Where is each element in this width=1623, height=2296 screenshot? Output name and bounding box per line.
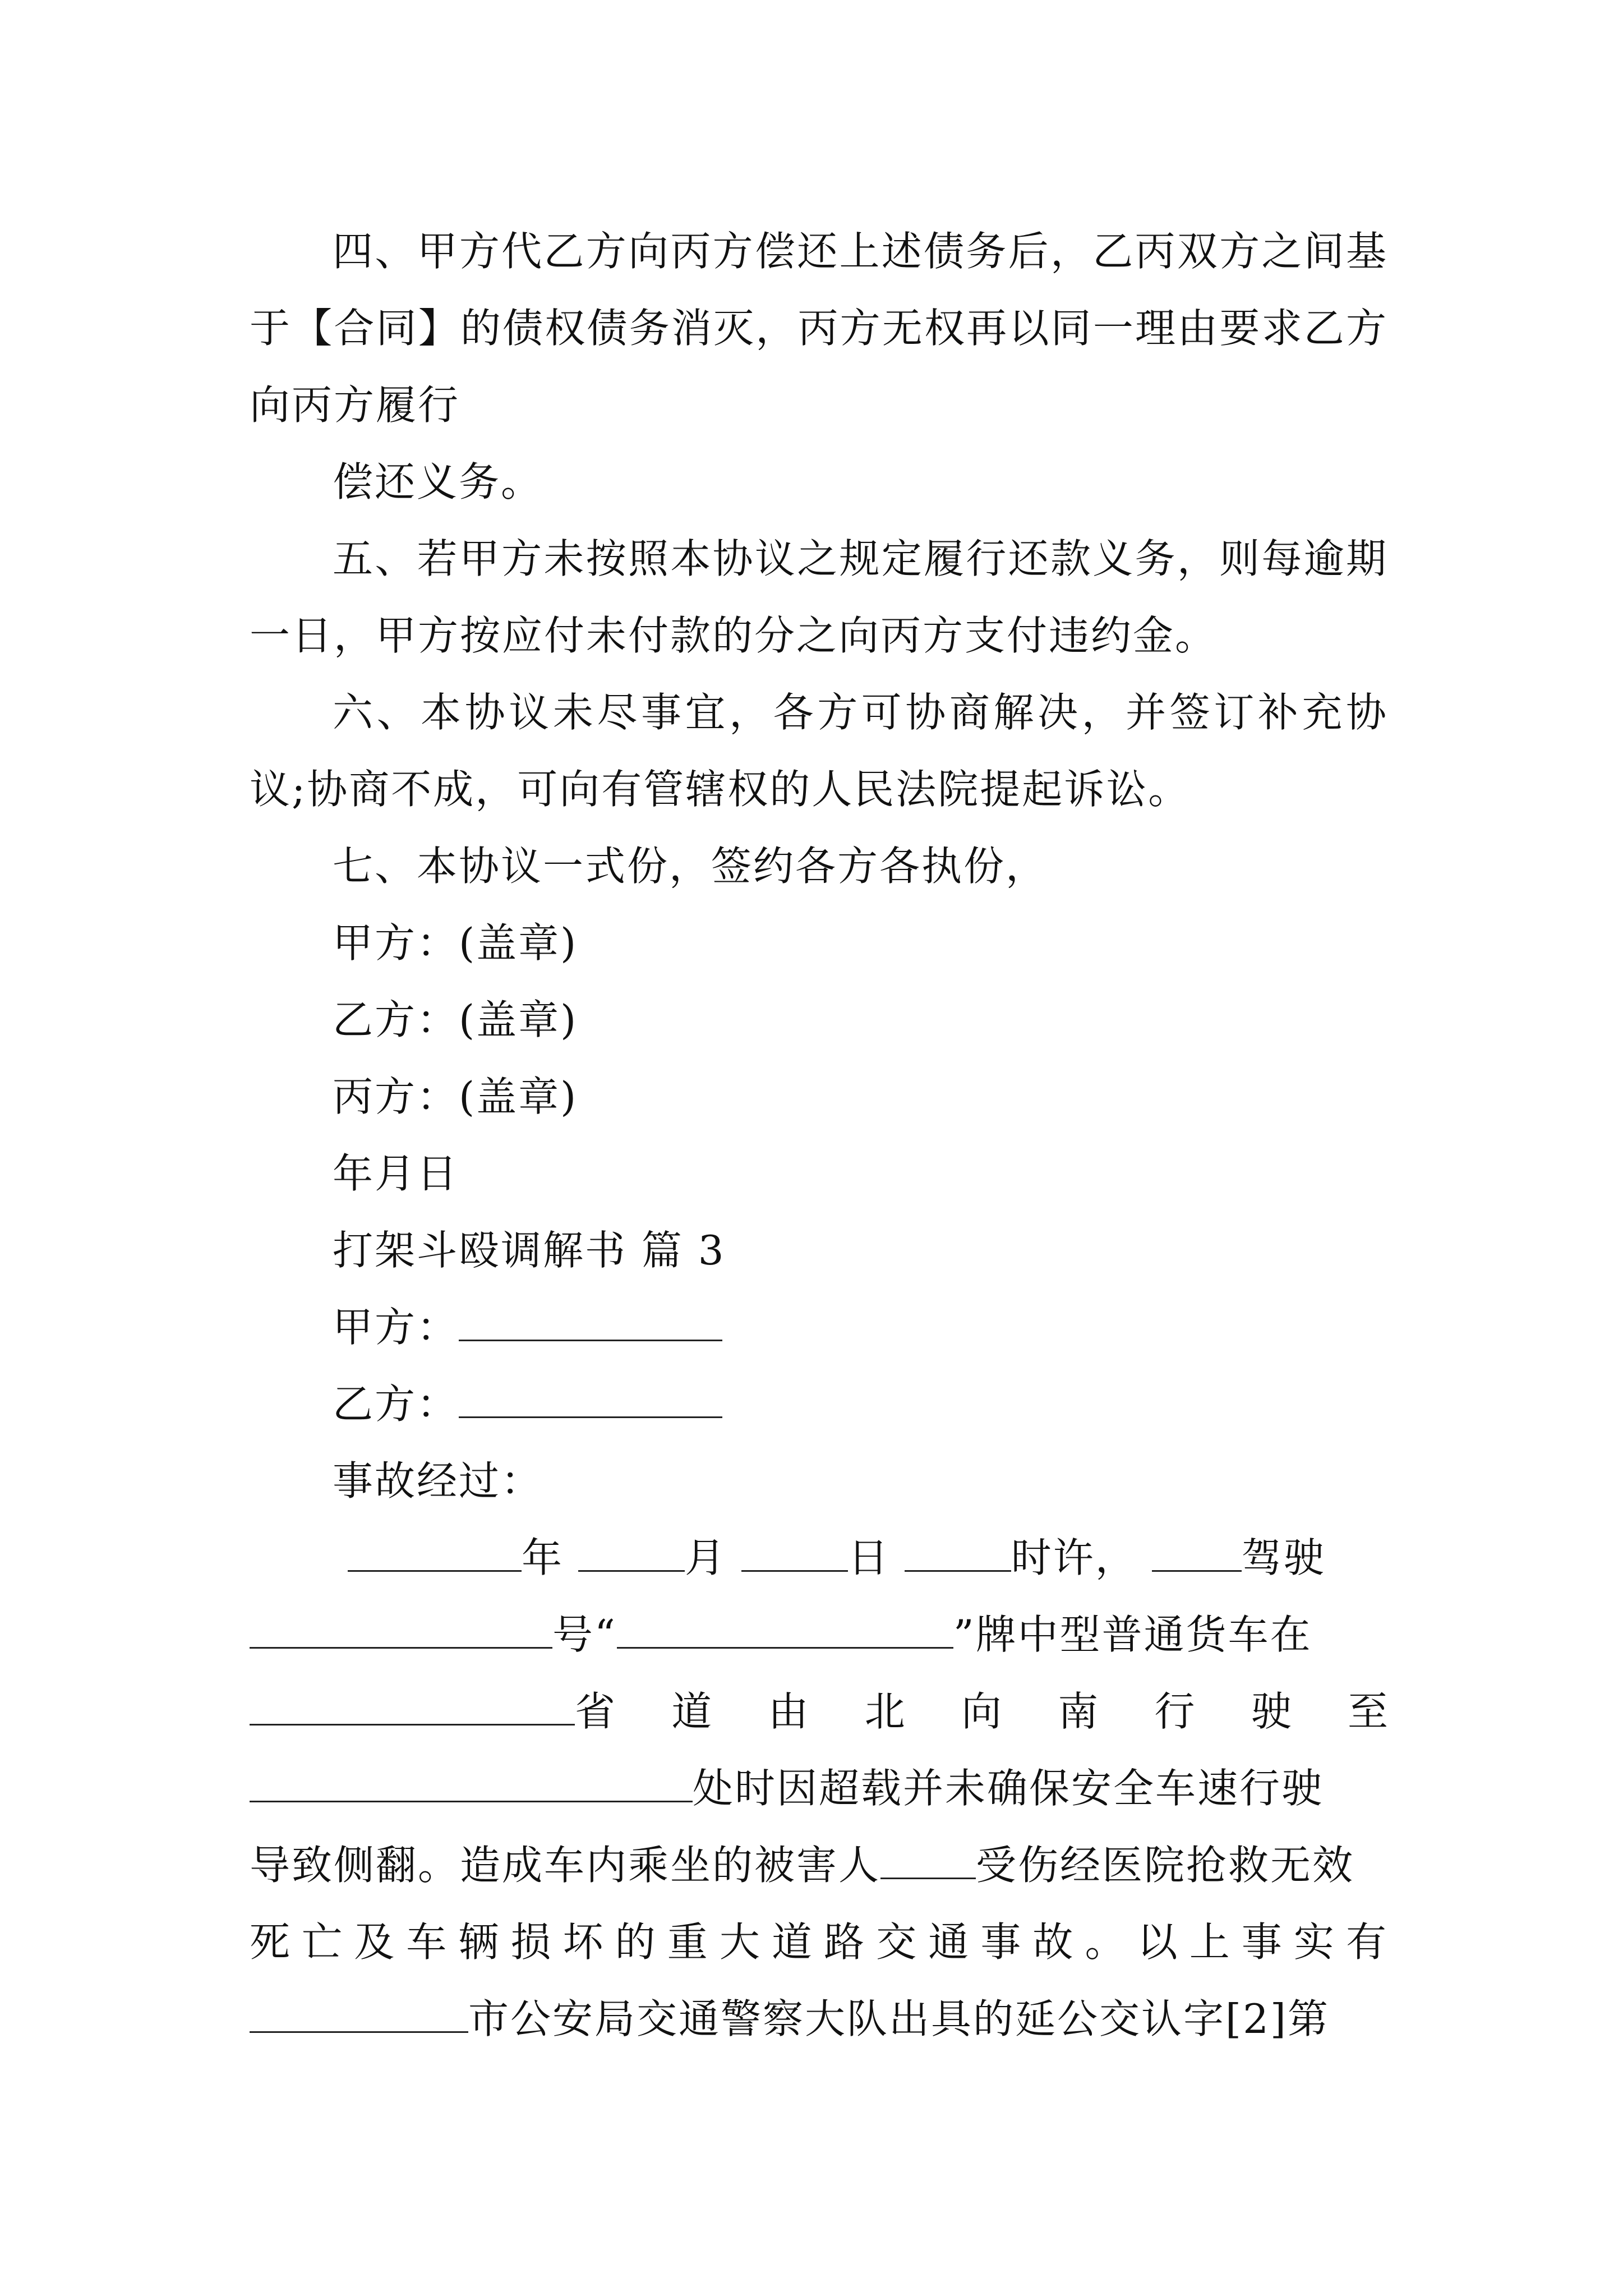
plate-label: 号“ (552, 1611, 617, 1658)
injury-text: 受伤经医院抢救无效 (976, 1842, 1355, 1889)
clause-5: 五、若甲方未按照本协议之规定履行还款义务，则每逾期一日，甲方按应付未付款的分之向丙方支付违约金。 (250, 535, 1388, 659)
hour-label: 时许， (1011, 1534, 1137, 1581)
accident-line-5 (250, 1827, 1388, 1904)
blank-victim (880, 1843, 976, 1879)
road-text: 省道由北向南行驶至 (575, 1688, 1388, 1735)
blank-road (250, 1689, 575, 1726)
accident-line-7 (250, 1981, 1388, 2058)
party-b-line (250, 1366, 1388, 1443)
blank-month (578, 1535, 685, 1572)
accident-line-2 (250, 1596, 1388, 1673)
blank-location (250, 1766, 693, 1802)
party-a-label: 甲方： (333, 1304, 459, 1351)
accident-line-3 (250, 1673, 1388, 1750)
blank-hour (905, 1535, 1011, 1572)
drive-label: 驾驶 (1241, 1534, 1326, 1581)
document-body (250, 213, 1388, 2058)
clause-4-continued: 偿还义务。 (333, 458, 543, 505)
day-label: 日 (847, 1534, 890, 1581)
clause-4: 四、甲方代乙方向丙方偿还上述债务后，乙丙双方之间基于【合同】的债权债务消灭，丙方无权再以同一理由要求乙方向丙方履行 (250, 228, 1388, 429)
blank-day (741, 1535, 848, 1572)
date-line: 年月日 (333, 1150, 459, 1197)
party-a-blank (459, 1305, 722, 1341)
blank-plate (250, 1612, 552, 1649)
signature-party-b: 乙方：(盖章) (333, 996, 578, 1043)
party-b-label: 乙方： (333, 1381, 459, 1428)
blank-year (348, 1535, 522, 1572)
signature-party-a: 甲方：(盖章) (333, 919, 578, 967)
report-text: 市公安局交通警察大队出具的延公交认字[2]第 (468, 1995, 1330, 2042)
section-title: 打架斗殴调解书 篇 3 (333, 1227, 726, 1274)
party-b-blank (459, 1382, 722, 1418)
accident-line-4 (250, 1750, 1388, 1827)
party-a-line (250, 1289, 1388, 1366)
blank-city (250, 1996, 468, 2033)
blank-brand (617, 1612, 953, 1649)
accident-line-6: 死亡及车辆损坏的重大道路交通事故。以上事实有 (250, 1918, 1388, 1966)
month-label: 月 (684, 1534, 727, 1581)
clause-6: 六、本协议未尽事宜，各方可协商解决，并签订补充协议;协商不成，可向有管辖权的人民法院提起诉讼。 (250, 689, 1388, 813)
accident-line-1 (250, 1520, 1388, 1596)
victim-text: 导致侧翻。造成车内乘坐的被害人 (250, 1842, 881, 1889)
signature-party-c: 丙方：(盖章) (333, 1073, 578, 1120)
year-label: 年 (522, 1534, 564, 1581)
blank-driver (1152, 1535, 1242, 1572)
vehicle-label: ”牌中型普通货车在 (953, 1611, 1312, 1658)
accident-label: 事故经过： (333, 1457, 543, 1504)
location-text: 处时因超载并未确保安全车速行驶 (693, 1765, 1324, 1812)
clause-7: 七、本协议一式份，签约各方各执份， (333, 843, 1048, 890)
